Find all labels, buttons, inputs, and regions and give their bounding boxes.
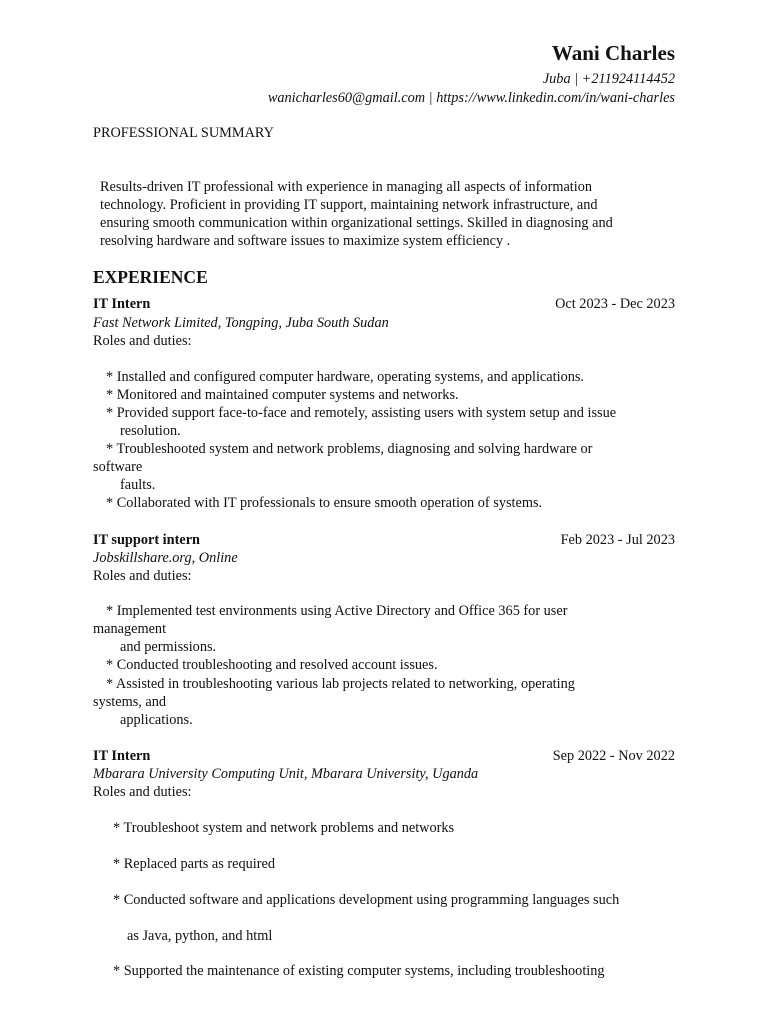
- duty-line: * Supported the maintenance of existing computer systems, including troubleshooting: [113, 963, 605, 979]
- roles-label: Roles and duties:: [93, 568, 192, 584]
- job-title: IT Intern: [93, 296, 151, 312]
- email-linkedin: wanicharles60@gmail.com | https://www.linkedin.com/in/wani-charles: [267, 90, 675, 106]
- summary-line: ensuring smooth communication within organizational settings. Skilled in diagnosing and: [100, 215, 613, 231]
- duty-line: and permissions.: [120, 639, 217, 655]
- duty-line: * Collaborated with IT professionals to ensure smooth operation of systems.: [106, 495, 543, 511]
- duty-line: * Provided support face-to-face and remotely, assisting users with system setup and issue: [106, 405, 617, 421]
- duty-line: as Java, python, and html: [127, 928, 273, 944]
- duty-line: * Implemented test environments using Active Directory and Office 365 for user: [106, 603, 568, 619]
- duty-line: * Monitored and maintained computer systems and networks.: [106, 387, 459, 403]
- job-company: Fast Network Limited, Tongping, Juba South Sudan: [93, 315, 389, 331]
- duty-line: management: [93, 621, 167, 637]
- duty-line: * Conducted troubleshooting and resolved account issues.: [106, 657, 438, 673]
- duty-line: systems, and: [93, 694, 167, 710]
- job-company: Jobskillshare.org, Online: [93, 550, 238, 566]
- duty-line: applications.: [120, 712, 193, 728]
- duty-line: * Conducted software and applications development using programming languages such: [113, 892, 620, 908]
- duty-line: faults.: [120, 477, 156, 493]
- roles-label: Roles and duties:: [93, 784, 192, 800]
- duty-line: * Assisted in troubleshooting various lab projects related to networking, operating: [106, 676, 575, 692]
- job-title: IT support intern: [93, 532, 200, 548]
- candidate-name: Wani Charles: [551, 41, 675, 65]
- job-company: Mbarara University Computing Unit, Mbarara University, Uganda: [93, 766, 479, 782]
- job-dates: Oct 2023 - Dec 2023: [555, 296, 675, 312]
- roles-label: Roles and duties:: [93, 333, 192, 349]
- summary-line: Results-driven IT professional with experience in managing all aspects of information: [100, 179, 593, 195]
- duty-line: software: [93, 459, 143, 475]
- duty-line: * Troubleshoot system and network problems and networks: [113, 820, 455, 836]
- summary-line: technology. Proficient in providing IT support, maintaining network infrastructure, and: [100, 197, 598, 213]
- job-title: IT Intern: [93, 748, 151, 764]
- duty-line: resolution.: [120, 423, 181, 439]
- summary-heading: PROFESSIONAL SUMMARY: [93, 125, 275, 141]
- location-phone: Juba | +211924114452: [542, 71, 675, 87]
- job-dates: Sep 2022 - Nov 2022: [552, 748, 675, 764]
- duty-line: * Replaced parts as required: [113, 856, 275, 872]
- job-dates: Feb 2023 - Jul 2023: [560, 532, 675, 548]
- experience-heading: EXPERIENCE: [93, 267, 208, 287]
- summary-line: resolving hardware and software issues to maximize system efficiency .: [100, 233, 511, 249]
- duty-line: * Installed and configured computer hardware, operating systems, and applications.: [106, 369, 585, 385]
- duty-line: * Troubleshooted system and network problems, diagnosing and solving hardware or: [106, 441, 593, 457]
